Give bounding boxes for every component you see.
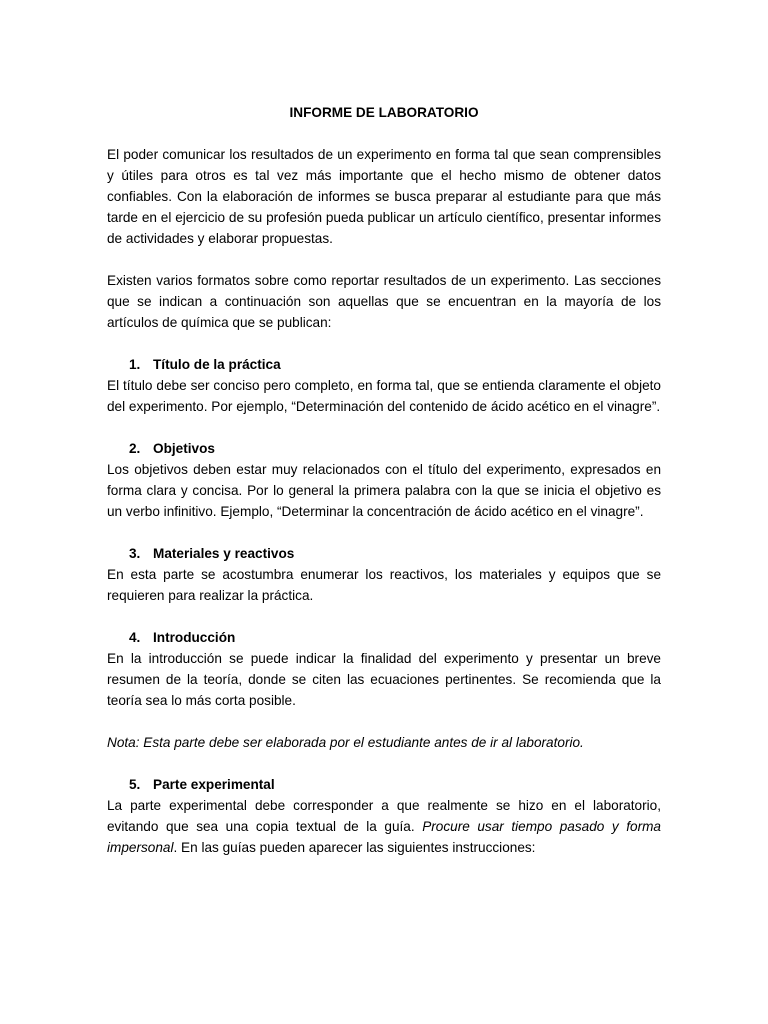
section-heading-text: Objetivos <box>153 441 215 456</box>
section-heading-parte-experimental <box>107 774 661 795</box>
section-body-parte-experimental <box>107 795 661 858</box>
section-heading-materiales <box>107 543 661 564</box>
body-text: . En las guías pueden aparecer las siguientes instrucciones: <box>173 840 536 855</box>
section-body-introduccion: En la introducción se puede indicar la finalidad del experimento y presentar un breve resumen de la teoría, donde se citen las ecuaciones pertinentes. Se recomienda que la teoría sea lo más corta posible. <box>107 651 661 708</box>
spacer <box>107 753 661 774</box>
section-heading-text: Título de la práctica <box>153 357 281 372</box>
section-number: 2. <box>129 441 141 456</box>
intro-paragraph-2: Existen varios formatos sobre como reportar resultados de un experimento. Las secciones que se indican a continuación son aquellas que se encuentran en la mayoría de los artículos de química que se publican: <box>107 273 661 330</box>
section-heading-introduccion <box>107 627 661 648</box>
intro-paragraph-1: El poder comunicar los resultados de un experimento en forma tal que sean comprensibles y útiles para otros es tal vez más importante que el hecho mismo de obtener datos confiables. Con la elaboración de informes se busca preparar al estudiante para que más tarde en el ejercicio de su profesión pueda publicar un artículo científico, presentar informes de actividades y elaborar propuestas. <box>107 147 661 246</box>
spacer <box>107 522 661 543</box>
section-heading-text: Materiales y reactivos <box>153 546 295 561</box>
section-heading-text: Parte experimental <box>153 777 275 792</box>
body-text: La parte experimental debe corresponder a que realmente se hizo en el laboratorio, evitando que sea una copia textual de la guía. <box>107 798 661 834</box>
section-number: 3. <box>129 546 141 561</box>
spacer <box>107 333 661 354</box>
spacer <box>107 606 661 627</box>
section-body-materiales: En esta parte se acostumbra enumerar los reactivos, los materiales y equipos que se requieren para realizar la práctica. <box>107 567 661 603</box>
section-heading-objetivos <box>107 438 661 459</box>
section-number: 1. <box>129 357 141 372</box>
section-note-introduccion: Nota: Esta parte debe ser elaborada por el estudiante antes de ir al laboratorio. <box>107 735 584 750</box>
section-body-titulo: El título debe ser conciso pero completo, en forma tal, que se entienda claramente el objeto del experimento. Por ejemplo, “Determinación del contenido de ácido acético en el vinagre”. <box>107 378 661 414</box>
document-page <box>107 102 661 858</box>
body-text-italic: Procure usar tiempo pasado y forma impersonal <box>107 819 661 855</box>
section-body-objetivos: Los objetivos deben estar muy relacionados con el título del experimento, expresados en forma clara y concisa. Por lo general la primera palabra con la que se inicia el objetivo es un verbo infinitivo. Ejemplo, “Determinar la concentración de ácido acético en el vinagre”. <box>107 462 661 519</box>
spacer <box>107 417 661 438</box>
spacer <box>107 711 661 732</box>
spacer <box>107 249 661 270</box>
section-number: 5. <box>129 777 141 792</box>
document-title: INFORME DE LABORATORIO <box>289 105 479 120</box>
section-heading-text: Introducción <box>153 630 236 645</box>
section-heading-titulo <box>107 354 661 375</box>
section-number: 4. <box>129 630 141 645</box>
